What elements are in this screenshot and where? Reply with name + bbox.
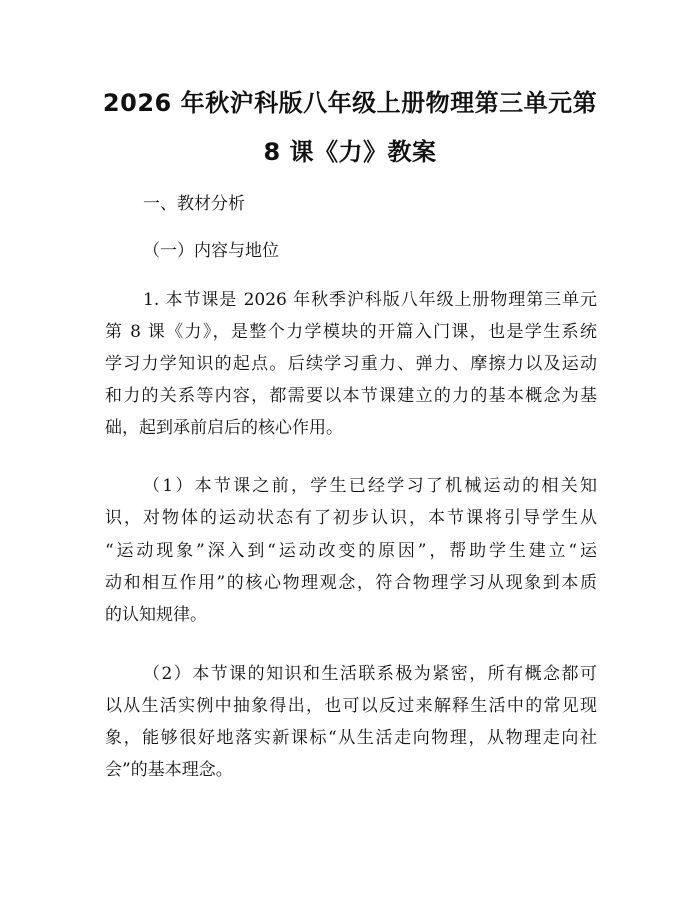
paragraph-3-line: （2）本节课的知识和生活联系极为紧密，所有概念都可 [143,664,597,684]
section-heading-textbook-analysis: 一、教材分析 [143,194,245,214]
paragraph-2-line: 的认知规律。 [105,605,207,625]
paragraph-2-line: “运动现象”深入到“运动改变的原因”，帮助学生建立“运 [105,541,597,561]
paragraph-1-line: 础，起到承前启后的核心作用。 [105,418,343,438]
paragraph-3-line: 象，能够很好地落实新课标“从生活走向物理，从物理走向社 [105,728,597,748]
paragraph-2-line: 动和相互作用”的核心物理观念，符合物理学习从现象到本质 [105,573,597,593]
document-title-line-2: 8 课《力》教案 [263,138,437,166]
paragraph-1-line: 和力的关系等内容，都需要以本节课建立的力的基本概念为基 [105,386,597,406]
subsection-heading-content-position: （一）内容与地位 [143,241,279,261]
paragraph-2-line: （1）本节课之前，学生已经学习了机械运动的相关知 [143,476,597,496]
paragraph-1-line: 学习力学知识的起点。后续学习重力、弹力、摩擦力以及运动 [105,354,597,374]
paragraph-1-line: 1. 本节课是 2026 年秋季沪科版八年级上册物理第三单元 [143,290,597,310]
document-title-line-1: 2026 年秋沪科版八年级上册物理第三单元第 [102,89,598,117]
paragraph-2-line: 识，对物体的运动状态有了初步认识，本节课将引导学生从 [105,508,597,528]
paragraph-3-line: 以从生活实例中抽象得出，也可以反过来解释生活中的常见现 [105,696,597,716]
paragraph-1-line: 第 8 课《力》，是整个力学模块的开篇入门课，也是学生系统 [105,322,597,342]
paragraph-3-line: 会”的基本理念。 [105,760,233,780]
